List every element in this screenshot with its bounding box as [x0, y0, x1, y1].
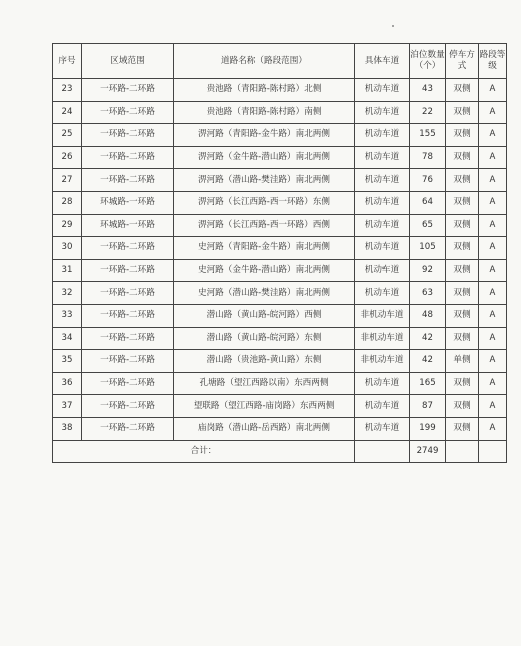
cell-no: 31 [53, 259, 82, 282]
cell-area: 一环路-二环路 [82, 259, 174, 282]
cell-road: 史河路（青阳路-金牛路）南北两侧 [174, 237, 355, 260]
cell-mode: 双侧 [446, 124, 479, 147]
cell-no: 28 [53, 191, 82, 214]
cell-mode: 双侧 [446, 417, 479, 440]
table-row [53, 124, 507, 147]
cell-grade: A [479, 327, 507, 350]
cell-lane: 机动车道 [355, 372, 410, 395]
cell-no: 34 [53, 327, 82, 350]
cell-area: 一环路-二环路 [82, 237, 174, 260]
cell-mode: 双侧 [446, 282, 479, 305]
cell-area: 一环路-二环路 [82, 282, 174, 305]
cell-grade: A [479, 191, 507, 214]
cell-count: 155 [410, 124, 446, 147]
table-row [53, 350, 507, 373]
cell-mode: 双侧 [446, 79, 479, 102]
cell-area: 一环路-二环路 [82, 304, 174, 327]
cell-no: 27 [53, 169, 82, 192]
cell-mode: 双侧 [446, 146, 479, 169]
total-count: 2749 [410, 440, 446, 462]
cell-area: 一环路-二环路 [82, 101, 174, 124]
total-mode-empty [446, 440, 479, 462]
cell-count: 42 [410, 350, 446, 373]
cell-lane: 机动车道 [355, 237, 410, 260]
cell-mode: 双侧 [446, 191, 479, 214]
cell-count: 63 [410, 282, 446, 305]
cell-area: 一环路-二环路 [82, 124, 174, 147]
cell-no: 35 [53, 350, 82, 373]
total-label: 合计： [53, 440, 355, 462]
cell-no: 36 [53, 372, 82, 395]
parking-berth-table-sheet [52, 43, 506, 463]
cell-road: 庙岗路（潜山路-岳西路）南北两侧 [174, 417, 355, 440]
cell-road: 望联路（望江西路-庙岗路）东西两侧 [174, 395, 355, 418]
cell-lane: 机动车道 [355, 79, 410, 102]
cell-count: 87 [410, 395, 446, 418]
table-row [53, 79, 507, 102]
cell-grade: A [479, 417, 507, 440]
cell-count: 48 [410, 304, 446, 327]
cell-no: 25 [53, 124, 82, 147]
cell-grade: A [479, 259, 507, 282]
cell-count: 199 [410, 417, 446, 440]
cell-mode: 双侧 [446, 169, 479, 192]
header-grade: 路段等级 [479, 44, 507, 79]
cell-no: 24 [53, 101, 82, 124]
cell-grade: A [479, 169, 507, 192]
cell-grade: A [479, 146, 507, 169]
cell-road: 淠河路（长江西路-西一环路）东侧 [174, 191, 355, 214]
header-count: 泊位数量（个） [410, 44, 446, 79]
cell-road: 潜山路（黄山路-皖河路）东侧 [174, 327, 355, 350]
cell-grade: A [479, 237, 507, 260]
cell-area: 一环路-二环路 [82, 327, 174, 350]
cell-no: 32 [53, 282, 82, 305]
cell-road: 淠河路（长江西路-西一环路）西侧 [174, 214, 355, 237]
cell-area: 环城路-一环路 [82, 191, 174, 214]
cell-area: 一环路-二环路 [82, 395, 174, 418]
cell-lane: 机动车道 [355, 124, 410, 147]
cell-lane: 非机动车道 [355, 350, 410, 373]
total-row [53, 440, 507, 462]
cell-no: 26 [53, 146, 82, 169]
cell-grade: A [479, 124, 507, 147]
cell-count: 64 [410, 191, 446, 214]
cell-lane: 机动车道 [355, 214, 410, 237]
cell-grade: A [479, 372, 507, 395]
cell-area: 环城路-一环路 [82, 214, 174, 237]
cell-road: 史河路（潜山路-樊洼路）南北两侧 [174, 282, 355, 305]
total-lane-empty [355, 440, 410, 462]
cell-lane: 非机动车道 [355, 304, 410, 327]
cell-road: 淠河路（青阳路-金牛路）南北两侧 [174, 124, 355, 147]
cell-no: 37 [53, 395, 82, 418]
table-row [53, 372, 507, 395]
table-row [53, 259, 507, 282]
cell-lane: 机动车道 [355, 191, 410, 214]
cell-road: 史河路（金牛路-潜山路）南北两侧 [174, 259, 355, 282]
table-row [53, 101, 507, 124]
cell-count: 78 [410, 146, 446, 169]
cell-count: 22 [410, 101, 446, 124]
cell-mode: 双侧 [446, 101, 479, 124]
cell-lane: 机动车道 [355, 417, 410, 440]
cell-area: 一环路-二环路 [82, 79, 174, 102]
header-no: 序号 [53, 44, 82, 79]
cell-count: 105 [410, 237, 446, 260]
cell-road: 贵池路（青阳路-陈村路）南侧 [174, 101, 355, 124]
cell-mode: 双侧 [446, 372, 479, 395]
cell-no: 23 [53, 79, 82, 102]
cell-count: 92 [410, 259, 446, 282]
scan-speck [392, 25, 394, 27]
header-area: 区域范围 [82, 44, 174, 79]
cell-lane: 机动车道 [355, 146, 410, 169]
cell-lane: 非机动车道 [355, 327, 410, 350]
cell-no: 33 [53, 304, 82, 327]
cell-mode: 双侧 [446, 259, 479, 282]
cell-road: 淠河路（金牛路-潜山路）南北两侧 [174, 146, 355, 169]
cell-lane: 机动车道 [355, 169, 410, 192]
table-row [53, 282, 507, 305]
cell-grade: A [479, 395, 507, 418]
cell-area: 一环路-二环路 [82, 350, 174, 373]
cell-area: 一环路-二环路 [82, 372, 174, 395]
cell-grade: A [479, 304, 507, 327]
table-row [53, 395, 507, 418]
cell-mode: 双侧 [446, 395, 479, 418]
header-lane: 具体车道 [355, 44, 410, 79]
cell-count: 65 [410, 214, 446, 237]
cell-lane: 机动车道 [355, 259, 410, 282]
cell-mode: 双侧 [446, 214, 479, 237]
cell-no: 30 [53, 237, 82, 260]
cell-road: 淠河路（潜山路-樊洼路）南北两侧 [174, 169, 355, 192]
cell-mode: 双侧 [446, 327, 479, 350]
table-row [53, 237, 507, 260]
cell-grade: A [479, 350, 507, 373]
cell-mode: 双侧 [446, 237, 479, 260]
cell-road: 潜山路（黄山路-皖河路）西侧 [174, 304, 355, 327]
table-row [53, 417, 507, 440]
table-row [53, 304, 507, 327]
cell-count: 165 [410, 372, 446, 395]
cell-no: 29 [53, 214, 82, 237]
table-row [53, 146, 507, 169]
cell-grade: A [479, 282, 507, 305]
total-grade-empty [479, 440, 507, 462]
cell-grade: A [479, 101, 507, 124]
table-row [53, 327, 507, 350]
header-mode: 停车方式 [446, 44, 479, 79]
table-header-row [53, 44, 507, 79]
cell-no: 38 [53, 417, 82, 440]
cell-count: 42 [410, 327, 446, 350]
table-row [53, 191, 507, 214]
cell-area: 一环路-二环路 [82, 146, 174, 169]
cell-area: 一环路-二环路 [82, 169, 174, 192]
cell-grade: A [479, 79, 507, 102]
cell-lane: 机动车道 [355, 282, 410, 305]
cell-area: 一环路-二环路 [82, 417, 174, 440]
table-row [53, 169, 507, 192]
table-row [53, 214, 507, 237]
cell-count: 43 [410, 79, 446, 102]
cell-mode: 双侧 [446, 304, 479, 327]
header-road: 道路名称（路段范围） [174, 44, 355, 79]
cell-mode: 单侧 [446, 350, 479, 373]
cell-road: 贵池路（青阳路-陈村路）北侧 [174, 79, 355, 102]
cell-lane: 机动车道 [355, 101, 410, 124]
cell-road: 孔塘路（望江西路以南）东西两侧 [174, 372, 355, 395]
parking-berth-table [52, 43, 507, 463]
cell-road: 潜山路（贵池路-黄山路）东侧 [174, 350, 355, 373]
cell-count: 76 [410, 169, 446, 192]
cell-grade: A [479, 214, 507, 237]
cell-lane: 机动车道 [355, 395, 410, 418]
